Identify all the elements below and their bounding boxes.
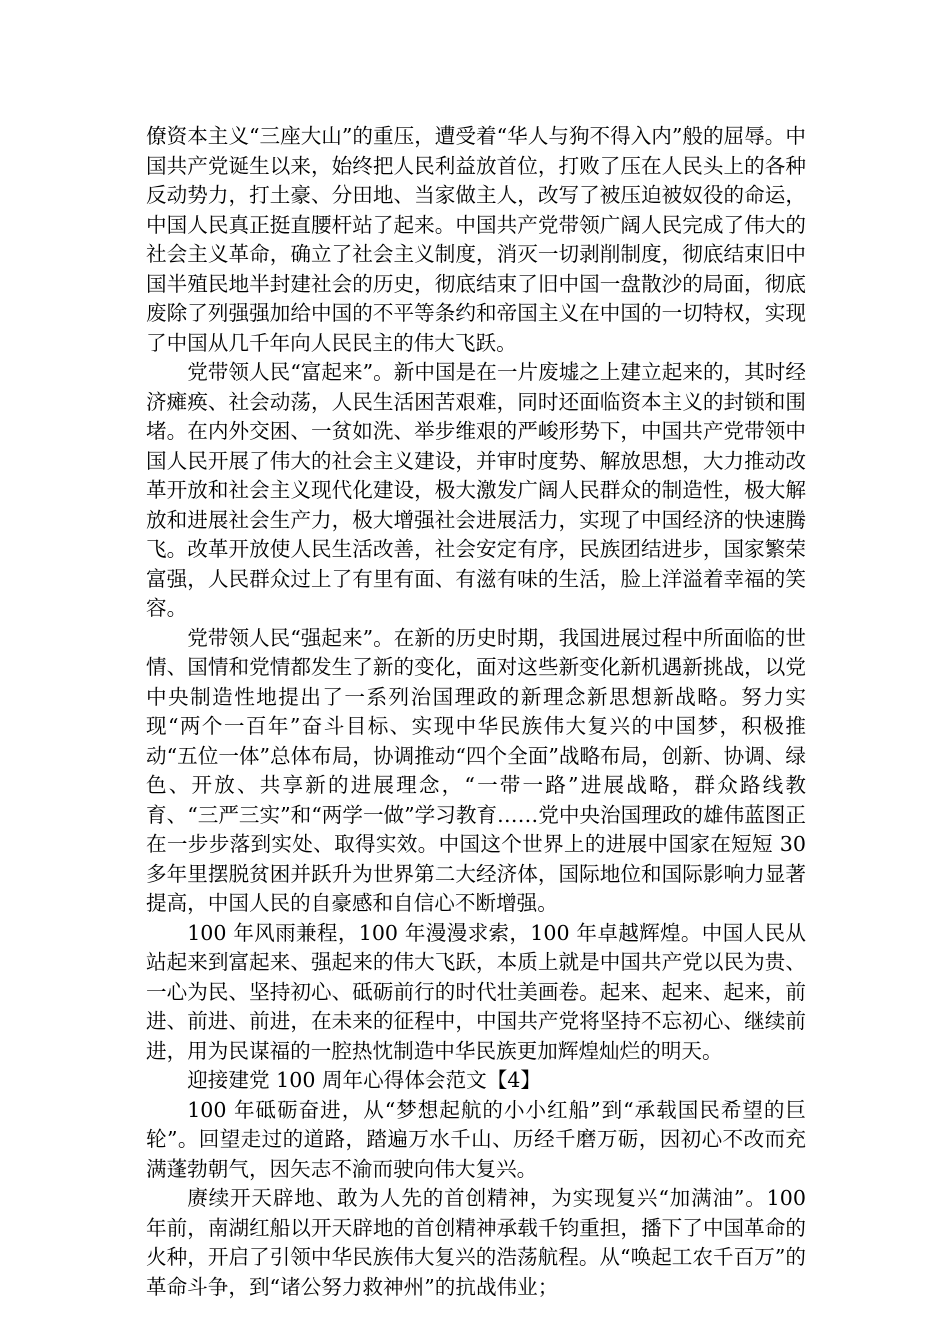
- paragraph-3: 党带领人民“强起来”。在新的历史时期，我国进展过程中所面临的世情、国情和党情都发生了新的变化，面对这些新变化新机遇新挑战，以党中央制造性地提出了一系列治国理政的新理念新思想新战略。努力实现“两个一百年”奋斗目标、实现中华民族伟大复兴的中国梦，积极推动“五位一体”总体布局，协调推动“四个全面”战略布局，创新、协调、绿色、开放、共享新的进展理念，“一带一路”进展战略，群众路线教育、“三严三实”和“两学一做”学习教育……党中央治国理政的雄伟蓝图正在一步步落到实处、取得实效。中国这个世界上的进展中国家在短短 30 多年里摆脱贫困并跃升为世界第二大经济体，国际地位和国际影响力显著提高，中国人民的自豪感和自信心不断增强。: [146, 625, 806, 915]
- paragraph-6: 赓续开天辟地、敢为人先的首创精神，为实现复兴“加满油”。100 年前，南湖红船以开天辟地的首创精神承载千钧重担，播下了中国革命的火种，开启了引领中华民族伟大复兴的浩荡航程。从“唤起工农千百万”的革命斗争，到“诸公努力救神州”的抗战伟业；: [146, 1186, 806, 1299]
- document-page: [146, 122, 806, 1302]
- paragraph-2: 党带领人民“富起来”。新中国是在一片废墟之上建立起来的，其时经济瘫痪、社会动荡，人民生活困苦艰难，同时还面临资本主义的封锁和围堵。在内外交困、一贫如洗、举步维艰的严峻形势下，中国共产党带领中国人民开展了伟大的社会主义建设，并审时度势、解放思想，大力推动改革开放和社会主义现代化建设，极大激发广阔人民群众的制造性，极大解放和进展社会生产力，极大增强社会进展活力，实现了中国经济的快速腾飞。改革开放使人民生活改善，社会安定有序，民族团结进步，国家繁荣富强，人民群众过上了有里有面、有滋有味的生活，脸上洋溢着幸福的笑容。: [146, 360, 806, 620]
- section-heading: 迎接建党 100 周年心得体会范文【4】: [187, 1068, 542, 1092]
- paragraph-1: 僚资本主义“三座大山”的重压，遭受着“华人与狗不得入内”般的屈辱。中国共产党诞生以来，始终把人民利益放首位，打败了压在人民头上的各种反动势力，打土豪、分田地、当家做主人，改写了被压迫被奴役的命运，中国人民真正挺直腰杆站了起来。中国共产党带领广阔人民完成了伟大的社会主义革命，确立了社会主义制度，消灭一切剥削制度，彻底结束旧中国半殖民地半封建社会的历史，彻底结束了旧中国一盘散沙的局面，彻底废除了列强强加给中国的不平等条约和帝国主义在中国的一切特权，实现了中国从几千年向人民民主的伟大飞跃。: [146, 124, 806, 355]
- paragraph-4: 100 年风雨兼程，100 年漫漫求索，100 年卓越辉煌。中国人民从站起来到富起来、强起来的伟大飞跃，本质上就是中国共产党以民为贵、一心为民、坚持初心、砥砺前行的时代壮美画卷。起来、起来、起来，前进、前进、前进，在未来的征程中，中国共产党将坚持不忘初心、继续前进，用为民谋福的一腔热忱制造中华民族更加辉煌灿烂的明天。: [146, 920, 806, 1063]
- paragraph-5: 100 年砥砺奋进，从“梦想起航的小小红船”到“承载国民希望的巨轮”。回望走过的道路，踏遍万水千山、历经千磨万砺，因初心不改而充满蓬勃朝气，因矢志不渝而驶向伟大复兴。: [146, 1097, 806, 1181]
